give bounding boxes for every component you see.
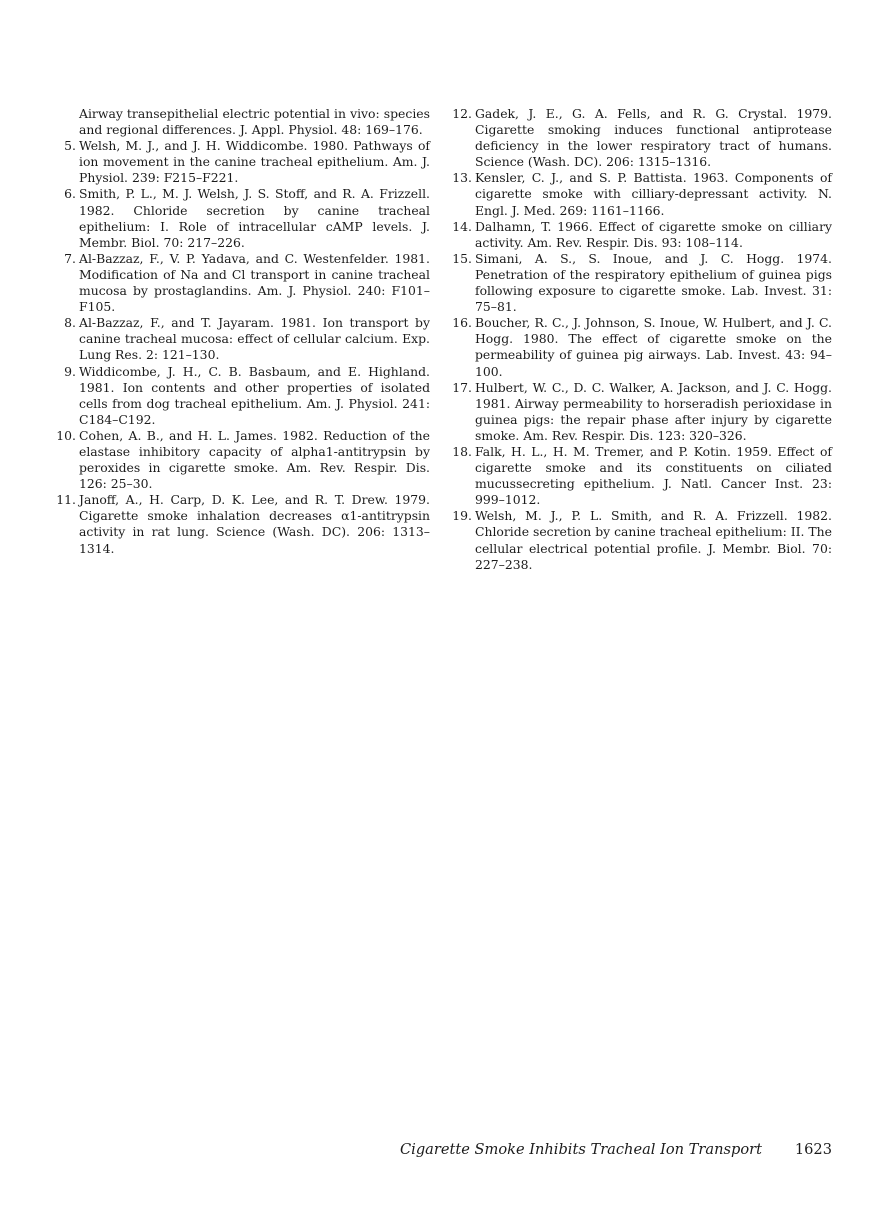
reference-text: Gadek, J. E., G. A. Fells, and R. G. Crystal. 1979. Cigarette smoking induces functional antiprotease deficiency in the lower respiratory tract of humans. Science (Wash. DC). 206: 1315–1316. xyxy=(475,106,832,170)
reference-text: Cohen, A. B., and H. L. James. 1982. Reduction of the elastase inhibitory capacity of alpha1-antitrypsin by peroxides in cigarette smoke. Am. Rev. Respir. Dis. 126: 25–30. xyxy=(79,427,430,492)
reference-number: 15. xyxy=(452,250,472,266)
reference-text: Smith, P. L., M. J. Welsh, J. S. Stoff, and R. A. Frizzell. 1982. Chloride secretion by canine tracheal epithelium: I. Role of intracellular cAMP levels. J. Membr. Biol. 70: 217–226. xyxy=(79,186,430,250)
reference-number: 13. xyxy=(452,170,472,186)
reference-number: 14. xyxy=(452,218,472,234)
reference-text: Al-Bazzaz, F., V. P. Yadava, and C. Westenfelder. 1981. Modification of Na and Cl transport in canine tracheal mucosa by prostaglandins. Am. J. Physiol. 240: F101–F105. xyxy=(79,250,430,315)
reference-item xyxy=(56,251,430,315)
reference-number: 8. xyxy=(64,315,76,331)
reference-item xyxy=(452,380,832,444)
reference-number: 18. xyxy=(452,443,472,459)
reference-item xyxy=(452,315,832,379)
reference-text: Janoff, A., H. Carp, D. K. Lee, and R. T. Drew. 1979. Cigarette smoke inhalation decreases α1-antitrypsin activity in rat lung. Science (Wash. DC). 206: 1313–1314. xyxy=(79,492,430,556)
reference-item xyxy=(56,138,430,186)
reference-item xyxy=(452,444,832,508)
reference-text: Kensler, C. J., and S. P. Battista. 1963. Components of cigarette smoke with cilliary-depressant activity. N. Engl. J. Med. 269: 1161–1166. xyxy=(475,170,832,218)
reference-text: Hulbert, W. C., D. C. Walker, A. Jackson, and J. C. Hogg. 1981. Airway permeability to horseradish perioxidase in guinea pigs: the repair phase after injury by cigarette smoke. Am. Rev. Respir. Dis. 123: 320–326. xyxy=(475,379,832,443)
page-number: 1623 xyxy=(794,1141,832,1158)
reference-item xyxy=(452,106,832,170)
running-title: Cigarette Smoke Inhibits Tracheal Ion Transport xyxy=(400,1141,762,1158)
reference-text: Dalhamn, T. 1966. Effect of cigarette smoke on cilliary activity. Am. Rev. Respir. Dis. 93: 108–114. xyxy=(475,218,832,250)
reference-text: Boucher, R. C., J. Johnson, S. Inoue, W. Hulbert, and J. C. Hogg. 1980. The effect of cigarette smoke on the permeability of guinea pig airways. Lab. Invest. 43: 94–100. xyxy=(475,315,832,379)
reference-item xyxy=(452,251,832,315)
reference-number: 7. xyxy=(64,250,76,266)
reference-text: Welsh, M. J., and J. H. Widdicombe. 1980. Pathways of ion movement in the canine tracheal epithelium. Am. J. Physiol. 239: F215–F221. xyxy=(79,138,430,186)
references-left-column xyxy=(56,106,430,557)
reference-number: 17. xyxy=(452,379,472,395)
reference-number: 10. xyxy=(56,427,76,443)
reference-text: Falk, H. L., H. M. Tremer, and P. Kotin. 1959. Effect of cigarette smoke and its constituents on ciliated mucussecreting epithelium. J. Natl. Cancer Inst. 23: 999–1012. xyxy=(475,443,832,508)
reference-item xyxy=(56,315,430,363)
reference-number: 19. xyxy=(452,508,472,524)
reference-text: Al-Bazzaz, F., and T. Jayaram. 1981. Ion transport by canine tracheal mucosa: effect of cellular calcium. Exp. Lung Res. 2: 121–130. xyxy=(79,315,430,363)
references-right-column xyxy=(452,106,832,573)
reference-item xyxy=(56,186,430,250)
reference-item xyxy=(452,508,832,572)
reference-item xyxy=(452,219,832,251)
reference-number: 9. xyxy=(64,363,76,379)
reference-number: 16. xyxy=(452,315,472,331)
reference-number: 6. xyxy=(64,186,76,202)
reference-text: Welsh, M. J., P. L. Smith, and R. A. Frizzell. 1982. Chloride secretion by canine tracheal epithelium: II. The cellular electrical potential profile. J. Membr. Biol. 70: 227–238. xyxy=(475,508,832,572)
reference-number: 11. xyxy=(56,492,76,508)
reference-item xyxy=(452,170,832,218)
reference-item xyxy=(56,106,430,138)
reference-text: Airway transepithelial electric potential in vivo: species and regional differences. J. Appl. Physiol. 48: 169–176. xyxy=(79,106,430,138)
reference-item xyxy=(56,364,430,428)
reference-text: Widdicombe, J. H., C. B. Basbaum, and E. Highland. 1981. Ion contents and other properties of isolated cells from dog tracheal epithelium. Am. J. Physiol. 241: C184–C192. xyxy=(79,363,430,427)
reference-number: 5. xyxy=(64,138,76,154)
reference-number: 12. xyxy=(452,106,472,121)
reference-item xyxy=(56,492,430,556)
reference-text: Simani, A. S., S. Inoue, and J. C. Hogg. 1974. Penetration of the respiratory epithelium of guinea pigs following exposure to cigarette smoke. Lab. Invest. 31: 75–81. xyxy=(475,250,832,315)
reference-item xyxy=(56,428,430,492)
